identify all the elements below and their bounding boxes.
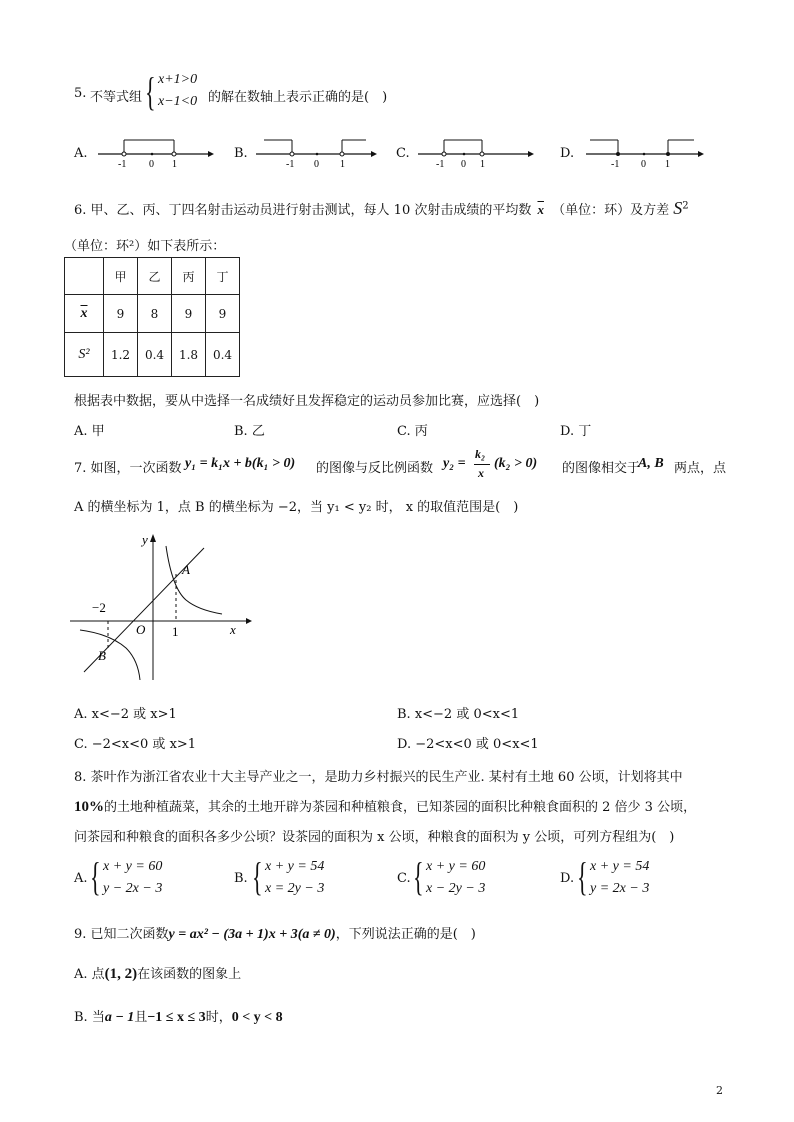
equation-1: x + y = 54 (590, 859, 650, 874)
q8-option-a (74, 855, 224, 901)
table-header: 乙 (138, 258, 172, 295)
option-label: B. (234, 871, 248, 886)
q5-option-b (234, 134, 384, 170)
svg-text:-1: -1 (286, 159, 295, 170)
q9-text: ，下列说法正确的是( ) (335, 927, 476, 942)
q8-option-c (397, 855, 547, 901)
q6-text: 6. 甲、乙、丙、丁四名射击运动员进行射击测试，每人 10 次射击成绩的平均数 (74, 203, 532, 218)
q8-percent: 10% (74, 799, 104, 815)
q6-question: 根据表中数据，要从中选择一名成绩好且发挥稳定的运动员参加比赛，应选择( ) (74, 394, 540, 409)
x-label: x (230, 622, 236, 637)
brace: { (413, 854, 424, 899)
brace: { (577, 854, 588, 899)
svg-text:1: 1 (665, 159, 670, 170)
q8-line1: 8. 茶叶作为浙江省农业十大主导产业之一，是助力乡村振兴的民生产业. 某村有土地 60 公顷，计划将其中 (74, 770, 683, 785)
q7-inverse-lhs: y₂ = (443, 456, 466, 471)
table-cell: 0.4 (206, 333, 240, 377)
q9-text: 9. 已知二次函数 (74, 927, 169, 942)
q9-text: 且 (134, 1010, 148, 1025)
q7-linear-formula: y₁ = k₁x + b(k₁ > 0) (185, 456, 296, 471)
equation-2: y = 2x − 3 (590, 881, 650, 896)
y-label: y (142, 532, 148, 547)
page-number: 2 (716, 1084, 723, 1097)
q5-num: 5. (74, 86, 87, 101)
q6-option-c: C. 丙 (397, 424, 428, 439)
number-line-b (254, 134, 379, 170)
table-cell: 9 (104, 295, 138, 333)
number-line-d (582, 134, 707, 170)
table-row (65, 258, 240, 295)
table-cell: 9 (172, 295, 206, 333)
svg-text:0: 0 (641, 159, 646, 170)
table-cell: 9 (206, 295, 240, 333)
number-line-a (94, 134, 214, 170)
svg-text:-1: -1 (118, 159, 127, 170)
option-label: B. (234, 146, 248, 161)
table-header: 丙 (172, 258, 206, 295)
origin-label: O (136, 622, 146, 637)
point-b-label: B (98, 648, 106, 663)
q6-xbar: $\overline{x}$ (537, 202, 544, 217)
q6-option-a: A. 甲 (74, 424, 105, 439)
q5-post: 的解在数轴上表示正确的是( ) (208, 90, 388, 105)
option-label: A. (74, 146, 88, 161)
q7-option-a: A. x<−2 或 x>1 (74, 707, 177, 722)
fraction-bar (474, 464, 490, 465)
q6-line2: （单位：环²）如下表所示： (64, 239, 226, 254)
q9-formula: y = ax² − (3a + 1)x + 3(a ≠ 0) (168, 927, 336, 942)
q7-inverse-num: k₂ (475, 447, 486, 461)
q5-option-d (560, 134, 710, 170)
q8-line2 (74, 796, 696, 816)
q7-text: 两点，点 (674, 461, 727, 476)
equation-1: x + y = 54 (265, 859, 325, 874)
svg-text:0: 0 (461, 159, 466, 170)
q7-option-d: D. −2<x<0 或 0<x<1 (397, 737, 539, 752)
row-label-s2: S² (65, 333, 104, 377)
hyperbola-branch-1 (166, 546, 222, 614)
q6-s: S (673, 198, 683, 218)
table-cell (65, 258, 104, 295)
tick-neg2: −2 (92, 600, 106, 615)
table-header: 甲 (104, 258, 138, 295)
table-row (65, 333, 240, 377)
q9-cond-y: 0 < y < 8 (231, 1010, 283, 1025)
svg-text:1: 1 (340, 159, 345, 170)
table-row (65, 295, 240, 333)
q9-line1 (74, 923, 476, 943)
option-label: A. (74, 871, 88, 886)
q9-option-b (74, 1006, 283, 1026)
q5-option-a (74, 134, 224, 170)
hyperbola-branch-2 (80, 630, 140, 680)
table-cell: 8 (138, 295, 172, 333)
q5-ineq1: x+1>0 (158, 72, 198, 87)
equation-1: x + y = 60 (103, 859, 163, 874)
equation-2: y − 2x − 3 (103, 881, 163, 896)
equation-2: x − 2y − 3 (426, 881, 486, 896)
q6-option-d: D. 丁 (560, 424, 592, 439)
q9-text: A. 点 (74, 967, 105, 982)
option-label: C. (396, 146, 410, 161)
table-cell: 1.2 (104, 333, 138, 377)
q6-unit: （单位：环）及方差 (552, 203, 670, 218)
svg-text:1: 1 (172, 159, 177, 170)
q5-ineq2: x−1<0 (158, 94, 198, 109)
q7-text: 的图像相交于 (562, 461, 641, 476)
equation-1: x + y = 60 (426, 859, 486, 874)
q6-option-b: B. 乙 (234, 424, 265, 439)
table-header: 丁 (206, 258, 240, 295)
q5-pre: 不等式组 (90, 90, 143, 105)
point-a-label: A (182, 562, 190, 577)
q7-points: A, B (638, 456, 664, 471)
q7-text: 的图像与反比例函数 (316, 461, 434, 476)
q6-line1 (74, 198, 689, 219)
q6-table (64, 257, 240, 377)
q7-text: 7. 如图，一次函数 (74, 461, 182, 476)
q8-option-d (560, 855, 710, 901)
q9-text: 在该函数的图象上 (137, 967, 242, 982)
svg-text:-1: -1 (611, 159, 620, 170)
equation-2: x = 2y − 3 (265, 881, 325, 896)
q7-option-b: B. x<−2 或 0<x<1 (397, 707, 520, 722)
q8-option-b (234, 855, 384, 901)
q5-option-c (396, 134, 546, 170)
svg-text:0: 0 (149, 159, 154, 170)
tick-1: 1 (172, 624, 179, 639)
q9-point: (1, 2) (104, 966, 138, 982)
q9-cond-a: a − 1 (104, 1010, 135, 1025)
q9-text: 时， (205, 1010, 232, 1025)
q9-cond-x: −1 ≤ x ≤ 3 (147, 1010, 206, 1025)
option-label: D. (560, 146, 575, 161)
q9-option-a (74, 963, 241, 983)
q8-line3: 问茶园和种粮食的面积各多少公顷？设茶园的面积为 x 公顷，种粮食的面积为 y 公顷，可列方程组为( ) (74, 830, 675, 845)
svg-text:0: 0 (314, 159, 319, 170)
table-cell: 1.8 (172, 333, 206, 377)
q7-option-c: C. −2<x<0 或 x>1 (74, 737, 197, 752)
number-line-c (416, 134, 536, 170)
q8-text: 的土地种植蔬菜，其余的土地开辟为茶园和种植粮食，已知茶园的面积比种粮食面积的 2 倍少 3 公顷， (104, 800, 697, 815)
q6-s-sup: 2 (682, 200, 689, 212)
q7-graph (66, 530, 256, 690)
option-label: D. (560, 871, 575, 886)
q9-text: B. 当 (74, 1010, 105, 1025)
brace: { (252, 854, 263, 899)
brace: { (90, 854, 101, 899)
q7-line2: A 的横坐标为 1，点 B 的横坐标为 −2，当 y₁ < y₂ 时， x 的取值范围是( ) (74, 500, 519, 515)
option-label: C. (397, 871, 411, 886)
table-cell: 0.4 (138, 333, 172, 377)
q5-brace: { (145, 69, 156, 114)
svg-text:1: 1 (480, 159, 485, 170)
q7-inverse-den: x (478, 466, 484, 480)
q7-inverse-cond: (k₂ > 0) (494, 456, 538, 471)
svg-text:-1: -1 (436, 159, 445, 170)
row-label-xbar: $\overline{x}$ (65, 295, 104, 333)
